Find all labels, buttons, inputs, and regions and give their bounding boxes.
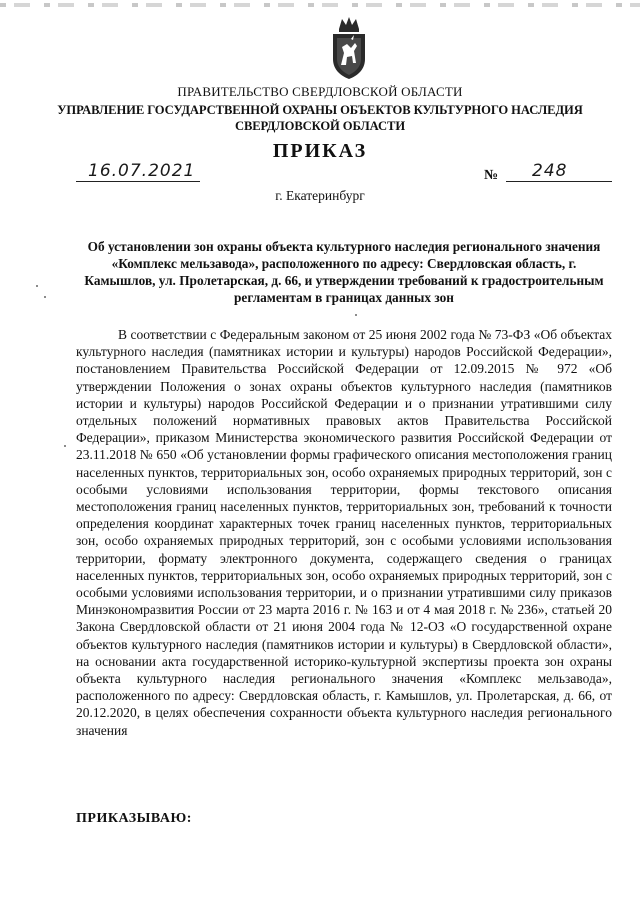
city: г. Екатеринбург [275, 188, 365, 203]
scan-speck [36, 285, 38, 287]
document-number: 248 [532, 161, 568, 181]
body-paragraph: В соответствии с Федеральным законом от 25 июня 2002 года № 73-ФЗ «Об объектах культурного наследия (памятниках истории и культуры) народов Российской Федерации», постановлением Правительства Российской Федерации от 12.09.2015 № 972 «Об утверждении Положения о зонах охраны объектов культурного наследия (памятников истории и культуры) народов Российской Федерации и о признании утратившими силу отдельных положений нормативных правовых актов Правительства Российской Федерации», приказом Министерства экономического развития Российской Федерации от 23.11.2018 № 650 «Об установлении формы графического описания местоположения границ населенных пунктов, территориальных зон, особо охраняемых природных территорий, зон с особыми условиями использования территории, формы текстового описания местоположения границ населенных пунктов, территориальных зон, требований к точности определения координат характерных точек границ населенных пунктов, территориальных зон, особо охраняемых природных территорий, зон с особыми условиями использования территории, формату электронного документа, содержащего сведения о границах населенных пунктов, территориальных зон, особо охраняемых природных территорий, зон с особыми условиями использования территории, и о признании утратившими силу приказов Минэкономразвития России от 23 марта 2016 г. № 163 и от 4 мая 2018 г. № 236», статьей 20 Закона Свердловской области от 21 июня 2004 года № 12-ОЗ «О государственной охране объектов культурного наследия (памятников истории и культуры) в Свердловской области», на основании акта государственной историко-культурной экспертизы проекта зон охраны объекта культурного наследия регионального значения «Комплекс мельзавода», расположенного по адресу: Свердловская область, г. Камышлов, ул. Пролетарская, д. 66, от 20.12.2020, в целях обеспечения сохранности объекта культурного наследия регионального значения [76, 327, 612, 738]
department-line-2: СВЕРДЛОВСКОЙ ОБЛАСТИ [234, 119, 406, 133]
document-type: ПРИКАЗ [272, 140, 368, 162]
document-title: Об установлении зон охраны объекта культурного наследия регионального значения «Комплекс мельзавода», расположенного по адресу: Свердловская область, г. Камышлов, ул. Пролетарская, д. 66, и утверждении требований к градостроительным регламентам в границах данных зон [84, 239, 604, 305]
document-date: 16.07.2021 [88, 161, 196, 181]
number-field [506, 163, 612, 182]
scan-speck [355, 314, 357, 316]
coat-of-arms-icon [327, 15, 371, 81]
department-line-1: УПРАВЛЕНИЕ ГОСУДАРСТВЕННОЙ ОХРАНЫ ОБЪЕКТОВ КУЛЬТУРНОГО НАСЛЕДИЯ [57, 103, 583, 117]
order-word: ПРИКАЗЫВАЮ: [76, 811, 192, 826]
date-field [76, 163, 200, 182]
scan-speck [64, 445, 66, 447]
department-name [0, 102, 640, 134]
scan-speck [44, 296, 46, 298]
government-name: ПРАВИТЕЛЬСТВО СВЕРДЛОВСКОЙ ОБЛАСТИ [177, 84, 463, 99]
number-label: № [484, 168, 499, 183]
scan-artifact [0, 3, 640, 7]
